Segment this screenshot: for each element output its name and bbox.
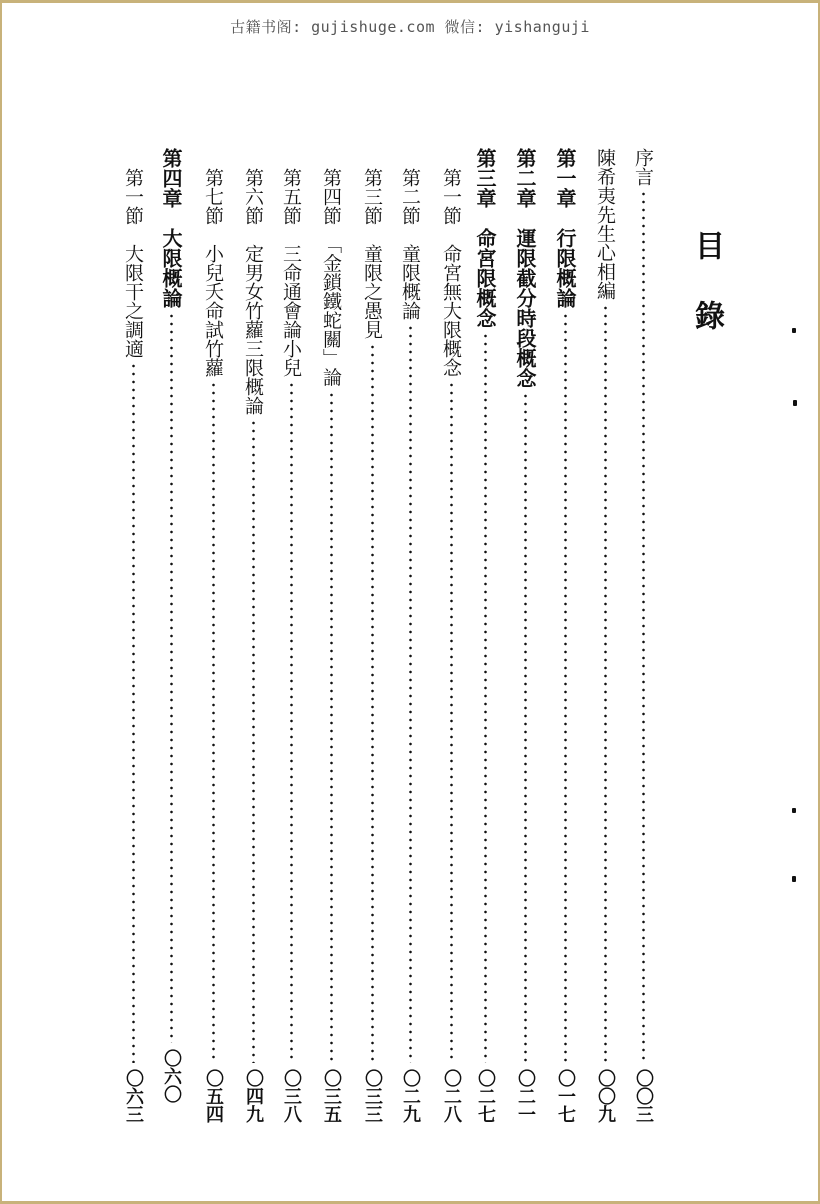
toc-entry-page-number: 〇二九 — [400, 1069, 421, 1123]
dot-leader — [564, 312, 567, 1063]
toc-entry-label: 第四章 大限概論 — [159, 148, 183, 308]
toc-entry-page-number: 〇〇三 — [633, 1069, 654, 1123]
dot-leader — [484, 332, 487, 1063]
toc-entry[interactable] — [628, 148, 658, 1123]
toc-entry-label: 第一章 行限概論 — [553, 148, 577, 308]
page-title: 目錄 — [689, 230, 724, 370]
toc-entry-page-number: 〇二八 — [441, 1069, 462, 1123]
toc-entry-page-number: 〇六三 — [123, 1069, 144, 1123]
toc-entry[interactable] — [510, 148, 540, 1123]
dot-leader — [170, 312, 173, 1043]
toc-entry-label: 第五節 三命通會論小兒 — [280, 168, 302, 377]
toc-entry[interactable] — [316, 168, 346, 1123]
scan-speck — [792, 328, 796, 333]
toc-entry-page-number: 〇一七 — [555, 1069, 576, 1123]
scan-speck — [792, 808, 796, 813]
scan-speck — [792, 876, 796, 882]
toc-entry[interactable] — [590, 148, 620, 1123]
toc-entry-label: 第一節 大限干之調適 — [122, 168, 144, 358]
toc-entry-label: 第七節 小兒夭命試竹蘿 — [202, 168, 224, 377]
toc-entry-page-number: 〇四九 — [243, 1069, 264, 1123]
toc-entry-page-number: 〇二七 — [475, 1069, 496, 1123]
toc-entry-page-number: 〇三八 — [281, 1069, 302, 1123]
toc-entry-label: 第二節 童限概論 — [399, 168, 421, 320]
watermark: 古籍书阁: gujishuge.com 微信: yishanguji — [230, 18, 590, 36]
toc-entry-page-number: 〇三五 — [321, 1069, 342, 1123]
toc-entry[interactable] — [357, 168, 387, 1123]
dot-leader — [604, 304, 607, 1063]
dot-leader — [524, 392, 527, 1063]
dot-leader — [290, 381, 293, 1063]
toc-entry[interactable] — [156, 148, 186, 1103]
toc-entry[interactable] — [276, 168, 306, 1123]
toc-entry-label: 陳希夷先生心相編 — [594, 148, 616, 300]
toc-entry[interactable] — [118, 168, 148, 1123]
dot-leader — [212, 381, 215, 1063]
page-frame-top — [0, 0, 820, 3]
dot-leader — [409, 324, 412, 1063]
toc-entry-label: 第二章 運限截分時段概念 — [513, 148, 537, 388]
toc-entry-label: 第三節 童限之愚見 — [361, 168, 383, 339]
toc-entry[interactable] — [238, 168, 268, 1123]
toc-entry-label: 第六節 定男女竹蘿三限概論 — [242, 168, 264, 415]
toc-entry-label: 序言 — [632, 148, 654, 186]
dot-leader — [371, 343, 374, 1063]
dot-leader — [330, 391, 333, 1064]
toc-entry[interactable] — [436, 168, 466, 1123]
scan-speck — [793, 400, 797, 406]
toc-entry-label: 第三章 命宮限概念 — [473, 148, 497, 328]
toc-entry-page-number: 〇六〇 — [161, 1049, 182, 1103]
toc-entry-page-number: 〇〇九 — [595, 1069, 616, 1123]
toc-entry[interactable] — [198, 168, 228, 1123]
toc-entry[interactable] — [395, 168, 425, 1123]
toc-entry-page-number: 〇五四 — [203, 1069, 224, 1123]
toc-entry-page-number: 〇二一 — [515, 1069, 536, 1123]
dot-leader — [450, 381, 453, 1063]
toc-entry[interactable] — [550, 148, 580, 1123]
page-frame-left — [0, 0, 2, 1204]
toc-entry-page-number: 〇三三 — [362, 1069, 383, 1123]
toc-entry-label: 第一節 命宮無大限概念 — [440, 168, 462, 377]
toc-entry-label: 第四節 「金鎖鐵蛇關」論 — [320, 168, 342, 387]
toc-entry[interactable] — [470, 148, 500, 1123]
dot-leader — [252, 419, 255, 1063]
dot-leader — [132, 362, 135, 1063]
dot-leader — [642, 190, 645, 1063]
